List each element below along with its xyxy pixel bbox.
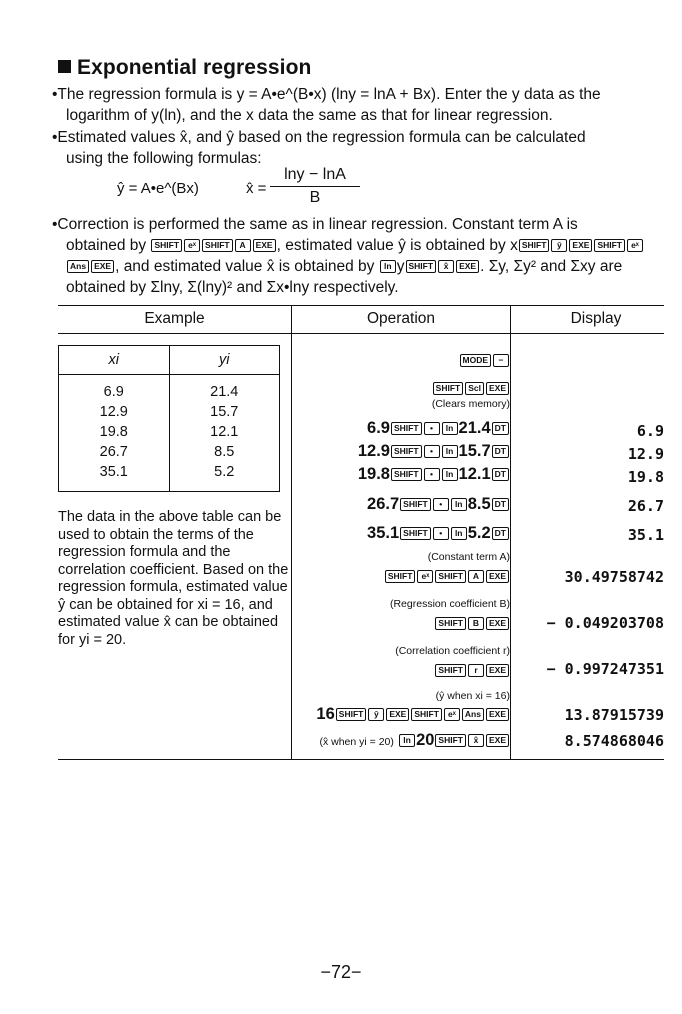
note-correlation-r: (Correlation coefficient r) xyxy=(395,645,510,657)
key-shift: SHIFT xyxy=(519,239,550,252)
key-mode: MODE xyxy=(460,354,492,367)
op-coefficient-b: SHIFT B EXE xyxy=(434,615,510,633)
column-header-operation: Operation xyxy=(366,310,436,327)
table-header-yi: yi xyxy=(169,346,280,375)
key-shift: SHIFT xyxy=(433,382,464,395)
key-xhat: x̂ xyxy=(438,260,454,273)
column-divider-2 xyxy=(510,305,511,760)
key-yhat: ŷ xyxy=(551,239,567,252)
op-mode xyxy=(459,352,511,370)
formula-x-numerator: lny − lnA xyxy=(270,166,360,187)
table-row: 6.9 21.4 xyxy=(59,375,280,403)
table-row: 19.8 12.1 xyxy=(59,422,280,442)
display-value-5: 35.1 xyxy=(627,526,664,544)
op-row-2: 12.9 SHIFT • ln 15.7 DT xyxy=(358,442,510,461)
display-xhat: 8.574868046 xyxy=(564,732,664,750)
key-exe: EXE xyxy=(91,260,114,273)
key-shift: SHIFT xyxy=(594,239,625,252)
note-constant-a: (Constant term A) xyxy=(427,551,510,563)
formula-y-estimate: ŷ = A•e^(Bx) xyxy=(117,180,199,197)
op-row-4: 26.7 SHIFT • ln 8.5 DT xyxy=(367,495,510,514)
op-clear xyxy=(432,380,510,398)
op-row-3: 19.8 SHIFT • ln 12.1 DT xyxy=(358,465,510,484)
paragraph-estimated-values: •Estimated values x̂, and ŷ based on the regression formula can be calculated using the following formulas: xyxy=(52,129,586,167)
note-yhat: (ŷ when xi = 16) xyxy=(435,690,510,702)
key-scl: Scl xyxy=(465,382,484,395)
key-exe: EXE xyxy=(486,382,509,395)
table-bottom-rule xyxy=(58,759,664,760)
section-heading: Exponential regression xyxy=(58,56,311,80)
key-shift: SHIFT xyxy=(151,239,182,252)
key-exe: EXE xyxy=(456,260,479,273)
key-shift: SHIFT xyxy=(406,260,437,273)
table-row: 35.1 5.2 xyxy=(59,462,280,492)
paragraph-regression-formula: •The regression formula is y = A•e^(B•x) (lny = lnA + Bx). Enter the y data as the logarithm of y(ln), and the x data the same as that for linear regression. xyxy=(52,86,601,124)
display-value-3: 19.8 xyxy=(627,468,664,486)
page-number: −72− xyxy=(320,962,362,982)
display-constant-a: 30.49758742 xyxy=(564,568,664,586)
table-header-xi: xi xyxy=(59,346,170,375)
table-row: 12.9 15.7 xyxy=(59,402,280,422)
example-data-table xyxy=(58,345,280,492)
op-yhat: 16 SHIFT ŷ EXE SHIFT eˣ Ans EXE xyxy=(316,705,510,724)
note-coefficient-b: (Regression coefficient B) xyxy=(389,598,510,610)
key-shift: SHIFT xyxy=(202,239,233,252)
display-value-2: 12.9 xyxy=(627,445,664,463)
op-row-5: 35.1 SHIFT • ln 5.2 DT xyxy=(367,524,510,543)
display-yhat: 13.87915739 xyxy=(564,706,664,724)
op-row-1: 6.9 SHIFT • ln 21.4 DT xyxy=(367,419,510,438)
heading-bullet-square xyxy=(58,60,71,73)
column-header-display: Display xyxy=(570,310,622,327)
key-ex: eˣ xyxy=(184,239,200,252)
note-clears-memory: (Clears memory) xyxy=(431,398,510,410)
table-header-rule xyxy=(58,333,664,334)
table-row: 26.7 8.5 xyxy=(59,442,280,462)
key-minus: − xyxy=(493,354,509,367)
key-exe: EXE xyxy=(253,239,276,252)
column-divider-1 xyxy=(291,305,292,760)
op-correlation-r: SHIFT r EXE xyxy=(434,662,510,680)
note-xhat: (x̂ when yi = 20) xyxy=(319,736,394,748)
example-description: The data in the above table can be used to obtain the terms of the regression formula and the correlation coefficient. Based on the regression formula, estimated value ŷ can be obtained for xi = 16, and estimated value x̂ can be obtained for yi = 20. xyxy=(58,509,289,648)
display-value-1: 6.9 xyxy=(636,422,664,440)
key-ans: Ans xyxy=(67,260,89,273)
key-a: A xyxy=(235,239,251,252)
key-ln: ln xyxy=(380,260,396,273)
key-exe: EXE xyxy=(569,239,592,252)
key-ex: eˣ xyxy=(627,239,643,252)
formula-x-lhs: x̂ = xyxy=(246,180,267,197)
display-coefficient-b: − 0.049203708 xyxy=(546,614,664,632)
column-header-example: Example xyxy=(144,310,205,327)
display-value-4: 26.7 xyxy=(627,497,664,515)
paragraph-correction: •Correction is performed the same as in linear regression. Constant term A is obtained by SHIFT eˣ SHIFT A EXE , estimated value ŷ is obtained by x SHIFT ŷ EXE SHIFT eˣ Ans EXE , and estimated value x̂ is obtained by ln y SHIFT x̂ EXE . Σy, Σy² and Σxy are obtained by Σlny, Σ(lny)² and Σx•lny respectively. xyxy=(52,214,672,298)
op-constant-a: SHIFT eˣ SHIFT A EXE xyxy=(384,568,510,586)
op-xhat: (x̂ when yi = 20) ln 20 SHIFT x̂ EXE xyxy=(319,731,510,750)
display-correlation-r: − 0.997247351 xyxy=(546,660,664,678)
formula-x-fraction xyxy=(270,166,360,207)
formula-x-denominator: B xyxy=(309,189,321,206)
table-top-rule xyxy=(58,305,664,306)
